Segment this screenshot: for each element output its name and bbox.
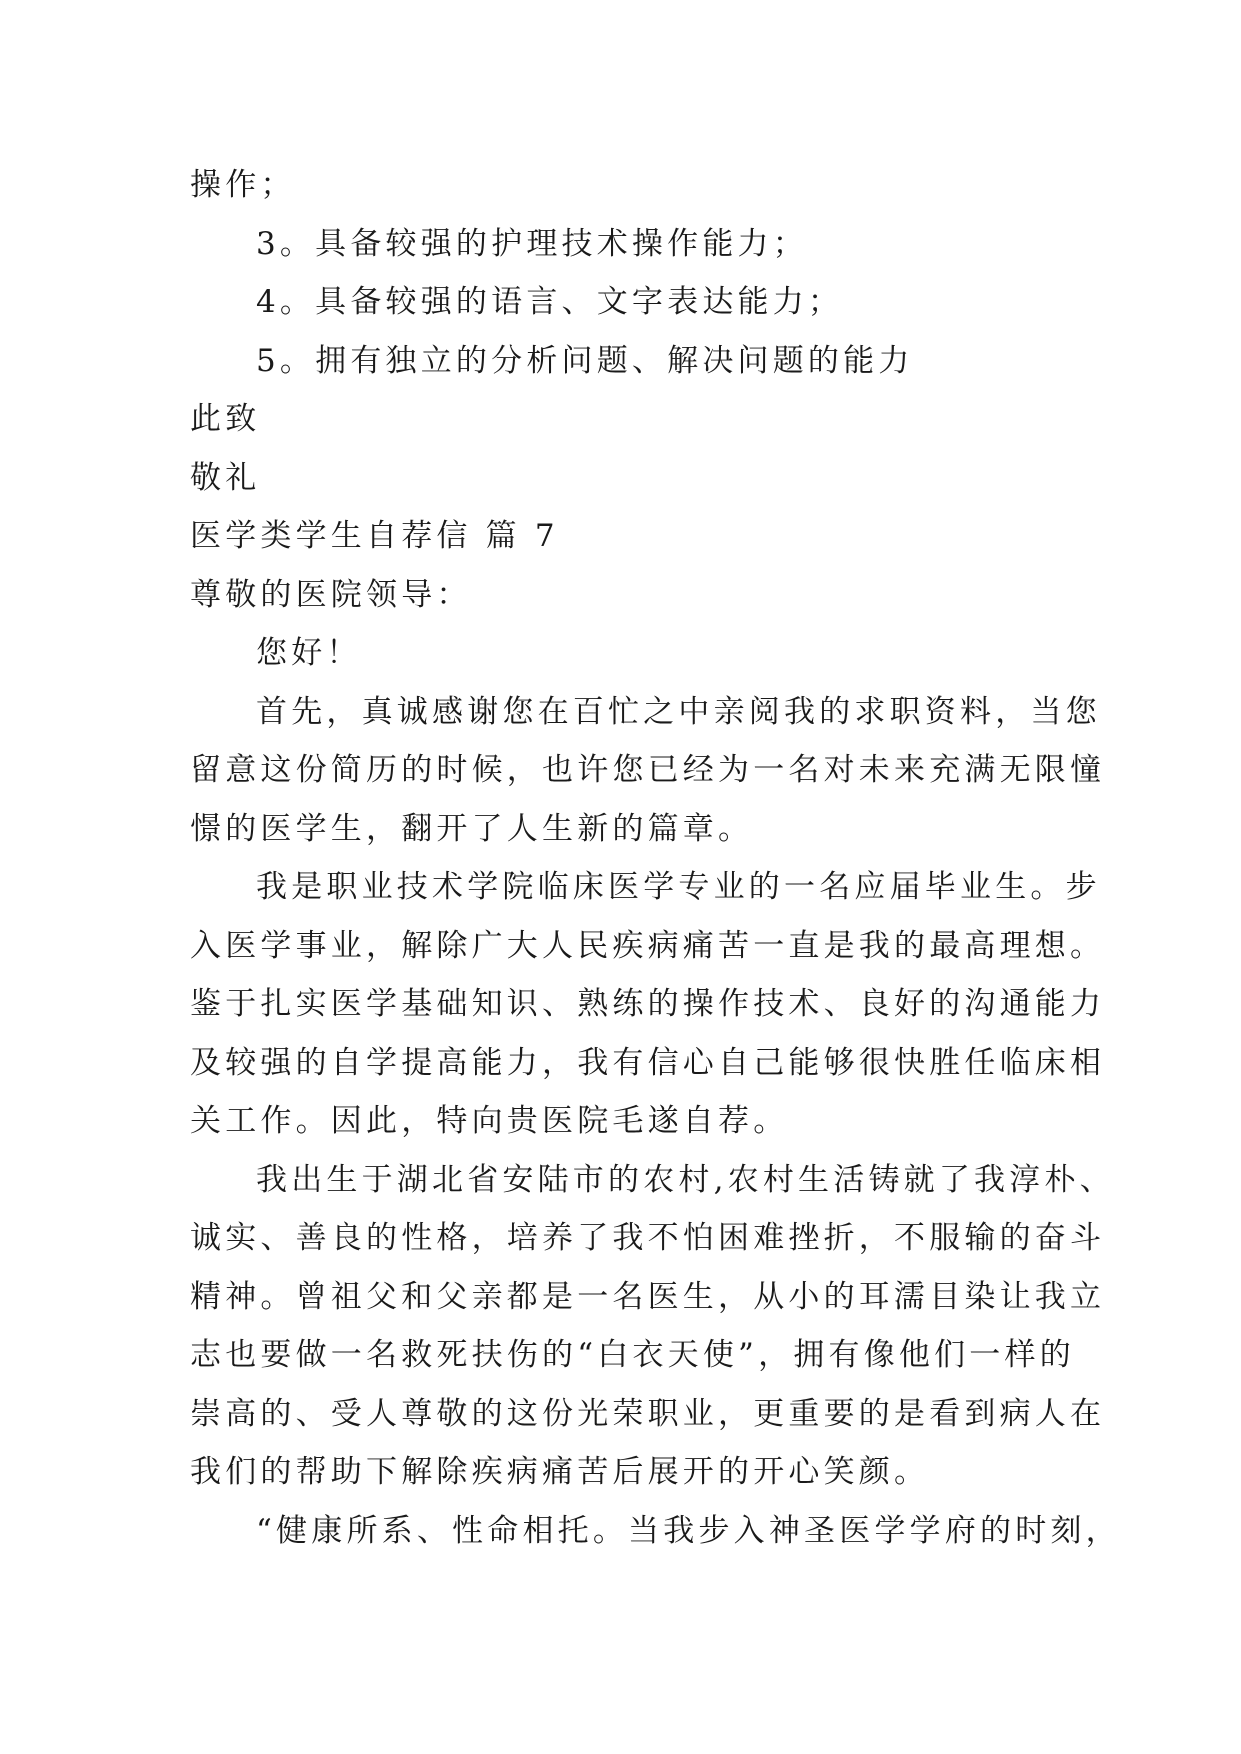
- paragraph-line: 关工作。因此，特向贵医院毛遂自荐。: [190, 1103, 789, 1139]
- paragraph-line: 及较强的自学提高能力，我有信心自己能够很快胜任临床相: [190, 1044, 1106, 1081]
- letter-greeting: 您好！: [256, 635, 362, 671]
- paragraph-line: 志也要做一名救死扶伤的“白衣天使”，拥有像他们一样的: [190, 1337, 1075, 1373]
- list-item-5: 5。拥有独立的分析问题、解决问题的能力: [256, 342, 914, 379]
- document-body: [190, 156, 1121, 1560]
- letter-addressee: 尊敬的医院领导：: [190, 576, 472, 613]
- section-title: 医学类学生自荐信 篇 7: [190, 518, 559, 554]
- paragraph-background: [190, 858, 1106, 1151]
- paragraph-quote: [190, 1502, 1121, 1561]
- paragraph-line: “健康所系、性命相托。当我步入神圣医学学府的时刻，: [256, 1512, 1121, 1549]
- paragraph-line: 精神。曾祖父和父亲都是一名医生，从小的耳濡目染让我立: [190, 1278, 1106, 1315]
- paragraph-line: 鉴于扎实医学基础知识、熟练的操作技术、良好的沟通能力: [190, 986, 1106, 1022]
- paragraph-line: 诚实、善良的性格，培养了我不怕困难挫折，不服输的奋斗: [190, 1220, 1106, 1256]
- paragraph-line: 我是职业技术学院临床医学专业的一名应届毕业生。步: [256, 869, 1101, 905]
- paragraph-line: 首先，真诚感谢您在百忙之中亲阅我的求职资料，当您: [256, 693, 1101, 730]
- paragraph-line: 留意这份简历的时候，也许您已经为一名对未来充满无限憧: [190, 752, 1106, 788]
- closing-regards: 敬礼: [190, 459, 261, 496]
- list-item-3: 3。具备较强的护理技术操作能力；: [256, 225, 808, 262]
- paragraph-personal: [190, 1151, 1115, 1502]
- paragraph-line: 我出生于湖北省安陆市的农村,农村生活铸就了我淳朴、: [256, 1161, 1115, 1198]
- paragraph-line: 崇高的、受人尊敬的这份光荣职业，更重要的是看到病人在: [190, 1395, 1106, 1432]
- paragraph-line: 我们的帮助下解除疾病痛苦后展开的开心笑颜。: [190, 1454, 930, 1490]
- list-item-4: 4。具备较强的语言、文字表达能力；: [256, 284, 844, 320]
- text-line: 操作；: [190, 167, 296, 203]
- paragraph-intro: [190, 683, 1106, 859]
- closing-salutation: 此致: [190, 401, 261, 437]
- paragraph-line: 入医学事业，解除广大人民疾病痛苦一直是我的最高理想。: [190, 927, 1106, 964]
- paragraph-line: 憬的医学生，翻开了人生新的篇章。: [190, 810, 754, 847]
